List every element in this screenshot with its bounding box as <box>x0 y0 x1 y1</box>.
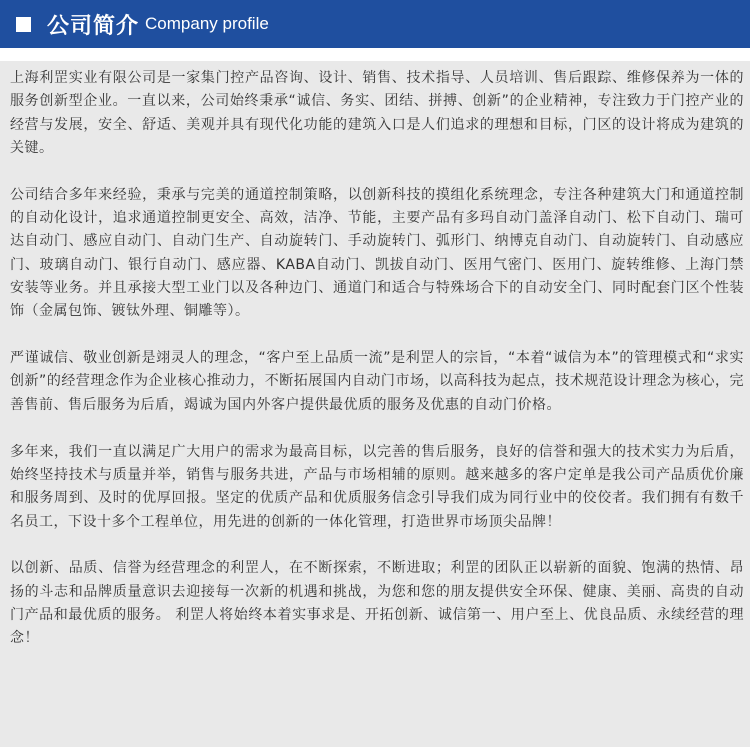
profile-paragraph-intro: 上海利罡实业有限公司是一家集门控产品咨询、设计、销售、技术指导、人员培训、售后跟踪、维修保养为一体的服务创新型企业。一直以来，公司始终秉承“诚信、务实、团结、拼搏、创新”的企业精神，专注致力于门控产业的经营与发展，安全、舒适、美观并具有现代化功能的建筑入口是人们追求的理想和目标，门区的设计将成为建筑的关键。 <box>10 70 744 156</box>
profile-paragraph-vision: 以创新、品质、信誉为经营理念的利罡人，在不断探索，不断进取；利罡的团队正以崭新的面貌、饱满的热情、昂扬的斗志和品牌质量意识去迎接每一次新的机遇和挑战，为您和您的朋友提供安全环保、健康、美丽、高贵的自动门产品和最优质的服务。 利罡人将始终本着实事求是、开拓创新、诚信第一、用户至上、优良品质、永续经营的理念！ <box>10 560 744 647</box>
square-icon <box>16 17 31 32</box>
section-subtitle: Company profile <box>145 14 269 33</box>
profile-paragraph-philosophy: 严谨诚信、敬业创新是翊灵人的理念，“客户至上品质一流”是利罡人的宗旨，“本着“诚信为本”的管理模式和“求实创新”的经营理念作为企业核心推动力，不断拓展国内自动门市场，以高科技为起点，技术规范设计理念为核心，完善售前、售后服务为后盾，竭诚为国内外客户提供最优质的服务及优惠的自动门价格。 <box>10 350 744 413</box>
profile-content <box>0 61 750 747</box>
profile-paragraph-products: 公司结合多年来经验，秉承与完美的通道控制策略，以创新科技的摸组化系统理念，专注各种建筑大门和通道控制的自动化设计，追求通道控制更安全、高效，洁净、节能，主要产品有多玛自动门盖泽自动门、松下自动门、瑞可达自动门、感应自动门、自动门生产、自动旋转门、手动旋转门、弧形门、纳博克自动门、自动旋转门、自动感应门、玻璃自动门、银行自动门、感应器、KABA自动门、凯拔自动门、医用气密门、医用门、旋转维修、上海门禁安装等业务。并且承接大型工业门以及各种边门、通道门和适合与特殊场合下的自动安全门、同时配套门区个性装饰（金属包饰、镀钛外理、铜雕等）。 <box>10 186 744 320</box>
section-title: 公司简介 <box>47 13 140 39</box>
section-header <box>0 0 750 48</box>
profile-paragraph-history: 多年来，我们一直以满足广大用户的需求为最高目标，以完善的售后服务，良好的信誉和强大的技术实力为后盾，始终坚持技术与质量并举，销售与服务共进，产品与市场相辅的原则。越来越多的客户定单是我公司产品质优价廉和服务周到、及时的优厚回报。坚定的优质产品和优质服务信念引导我们成为同行业中的佼佼者。我们拥有有数千名员工，下设十多个工程单位，用先进的创新的一体化管理，打造世界市场顶尖品牌！ <box>10 443 744 530</box>
